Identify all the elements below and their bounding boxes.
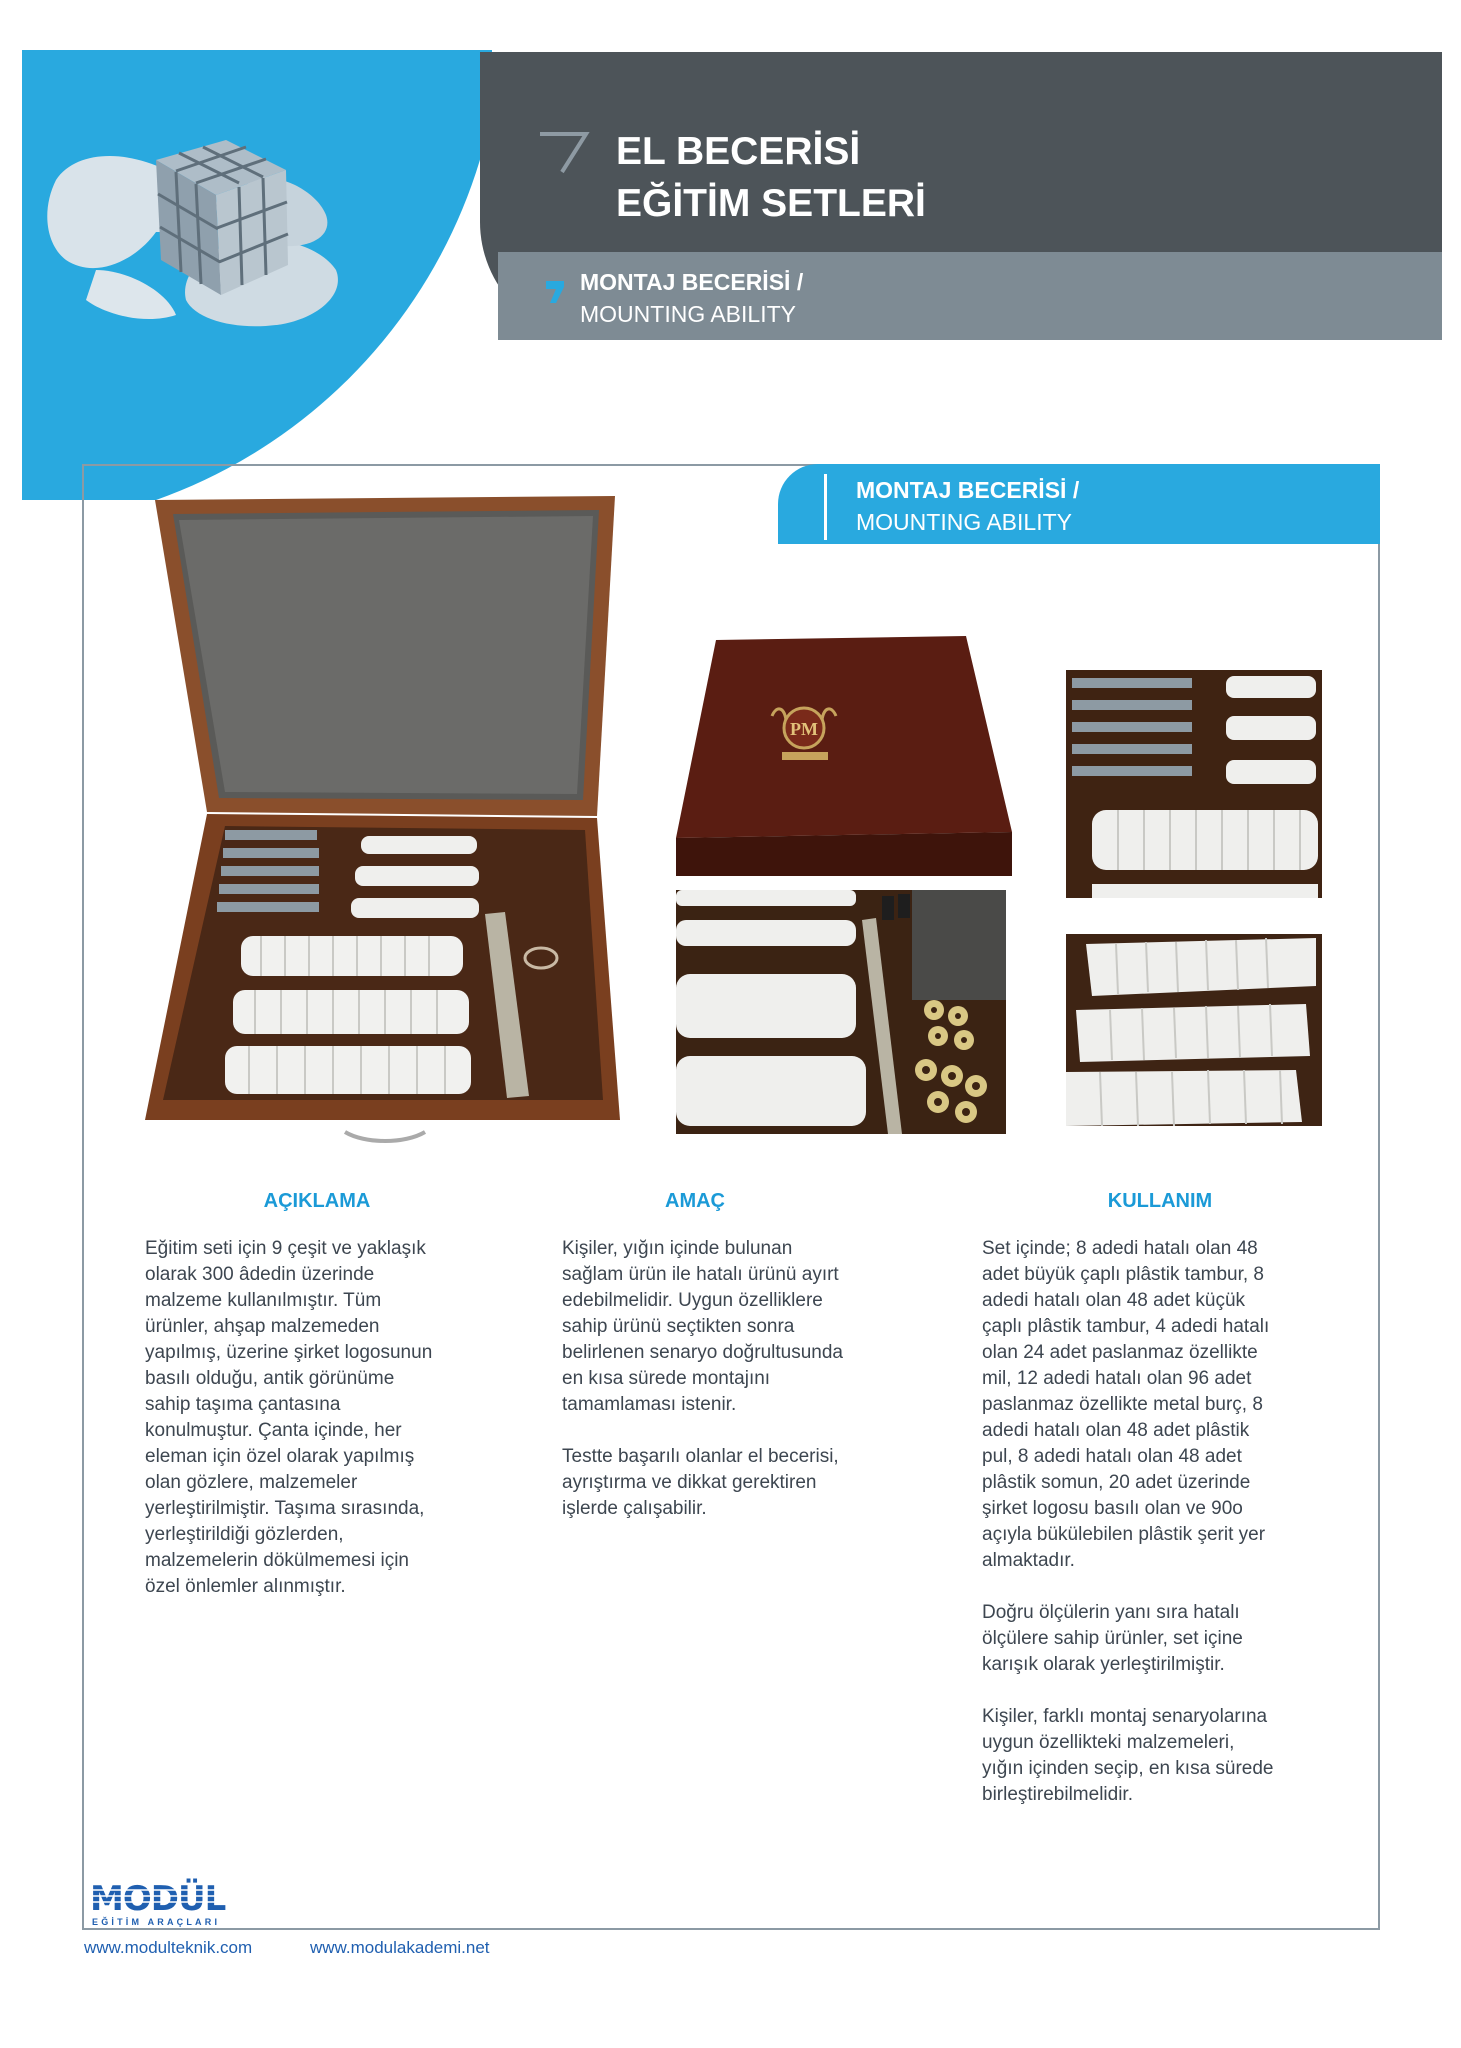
modul-logo-subtext: EĞİTİM ARAÇLARI: [92, 1917, 221, 1927]
closed-box-photo: [676, 636, 1012, 876]
modul-logo: [90, 1876, 250, 1922]
subtitle-mark-icon: [544, 278, 566, 304]
amac-heading: AMAÇ: [665, 1190, 725, 1212]
aciklama-heading: AÇIKLAMA: [263, 1190, 371, 1212]
open-case-photo: [145, 496, 620, 1146]
footer-link-modulakademi[interactable]: www.modulakademi.net: [310, 1938, 490, 1957]
content-tab-title-bold: MONTAJ BECERİSİ /: [856, 477, 1080, 503]
page-subtitle-light: MOUNTING ABILITY: [580, 301, 796, 327]
title-bracket-icon: [536, 128, 590, 176]
footer-link-modulteknik[interactable]: www.modulteknik.com: [84, 1938, 253, 1957]
page-title-line2: EĞİTİM SETLERİ: [616, 182, 926, 225]
box-lid-logo: PM: [790, 719, 818, 739]
kullanim-text: Set içinde; 8 adedi hatalı olan 48 adet büyük çaplı plâstik tambur, 8 adedi hatalı olan 48 adet küçük çaplı plâstik tambur, 4 adedi hatalı olan 24 adet paslanmaz özellikte mil, 12 adedi hatalı olan 96 adet paslanmaz özellikte metal burç, 8 adedi hatalı olan 48 adet plâstik pul, 8 adedi hatalı olan 48 adet plâstik somun, 20 adet üzerinde şirket logosu basılı olan ve 90o açıyla bükülebilen plâstik şerit yer almaktadır. Doğru ölçülerin yanı sıra hatalı ölçülere sahip ürünler, set içine karışık olarak yerleştirilmiştir. Kişiler, farklı montaj senaryolarına uygun özellikteki malzemeleri, yığın içinden seçip, en kısa sürede birleştirebilmelidir.: [982, 1238, 1274, 1805]
amac-text: Kişiler, yığın içinde bulunan sağlam ürün ile hatalı ürünü ayırt edebilmelidir. Uygun özelliklere sahip ürünü seçtikten sonra belirlenen senaryo doğrultusunda en kısa sürede montajını tamamlaması istenir. Testte başarılı olanlar el becerisi, ayrıştırma ve dikkat gerektiren işlerde çalışabilir.: [562, 1238, 843, 1519]
aciklama-text: Eğitim seti için 9 çeşit ve yaklaşık olarak 300 âdedin üzerinde malzeme kullanılmıştır. Tüm ürünler, ahşap malzemeden yapılmış, üzerine şirket logosunun basılı olduğu, antik görünüme sahip taşıma çantasına konulmuştur. Çanta içinde, her eleman için özel olarak yapılmış olan gözlere, malzemeler yerleştirilmiştir. Taşıma sırasında, yerleştirildiği gözlerden, malzemelerin dökülmemesi için özel önlemler alınmıştır.: [145, 1238, 433, 1597]
content-tab-title-light: MOUNTING ABILITY: [856, 509, 1072, 535]
hands-cube-illustration: [36, 120, 356, 340]
content-tab-divider: [824, 474, 827, 540]
page-subtitle: [580, 266, 803, 330]
kullanim-heading: KULLANIM: [1107, 1190, 1213, 1212]
drum-tray-photo: [1066, 670, 1322, 898]
page-subtitle-bold: MONTAJ BECERİSİ /: [580, 269, 804, 295]
modul-logo-text: MODÜL: [90, 1879, 226, 1919]
washer-tray-photo: [676, 890, 1006, 1134]
page-title-line1: EL BECERİSİ: [616, 130, 861, 173]
content-tab-title: [856, 474, 1079, 538]
drum-rows-photo: [1066, 934, 1322, 1126]
page-title: [616, 126, 1316, 230]
